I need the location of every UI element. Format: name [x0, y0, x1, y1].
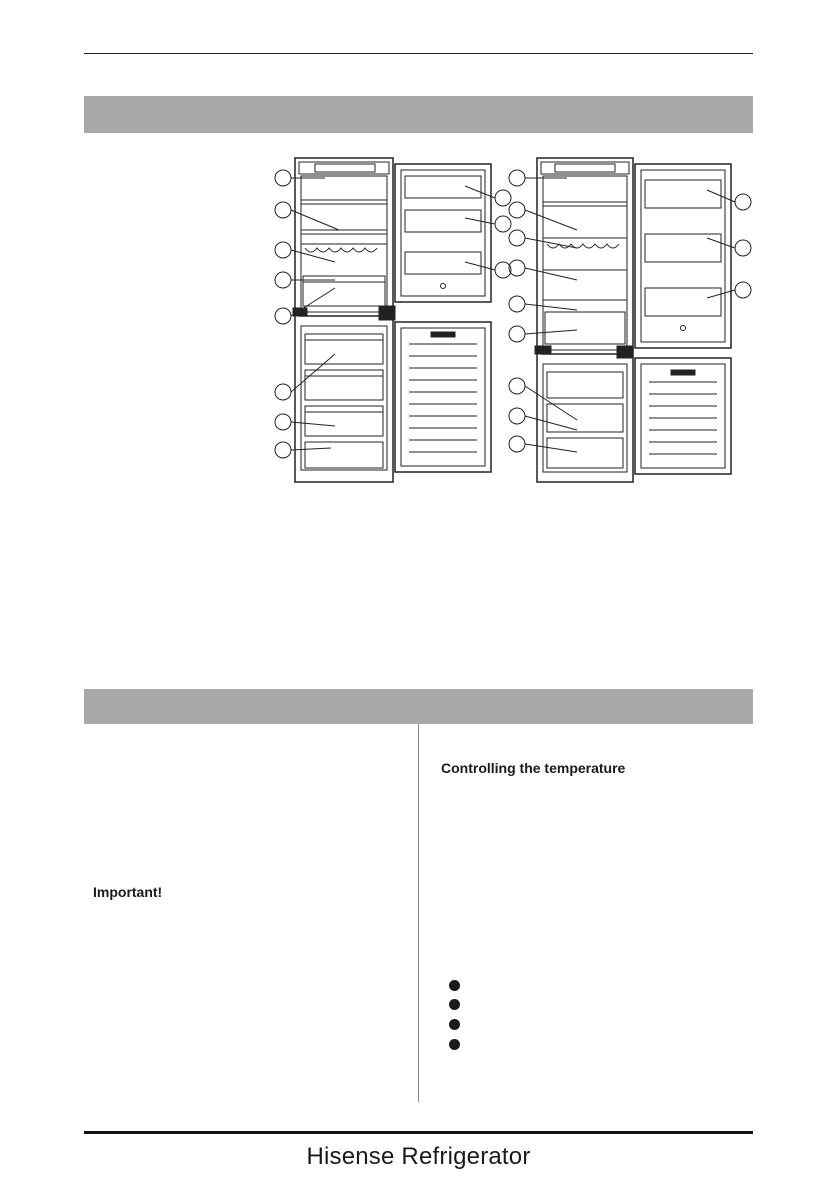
footer-brand: Hisense Refrigerator	[306, 1143, 531, 1170]
important-heading: Important!	[93, 884, 163, 900]
header-rule	[84, 53, 753, 54]
footer-rule	[84, 1131, 753, 1134]
bullet-icon	[449, 980, 460, 991]
controlling-temperature-heading: Controlling the temperature	[441, 760, 626, 776]
bullet-icon	[449, 999, 460, 1010]
refrigerator-diagram-icon	[255, 150, 775, 490]
section-header-band-operation	[84, 689, 753, 724]
column-divider	[418, 724, 419, 1102]
fridge-model-b	[509, 158, 751, 482]
section-header-band-description	[84, 96, 753, 133]
fridge-model-a	[275, 158, 511, 482]
bullet-icon	[449, 1039, 460, 1050]
bullet-icon	[449, 1019, 460, 1030]
